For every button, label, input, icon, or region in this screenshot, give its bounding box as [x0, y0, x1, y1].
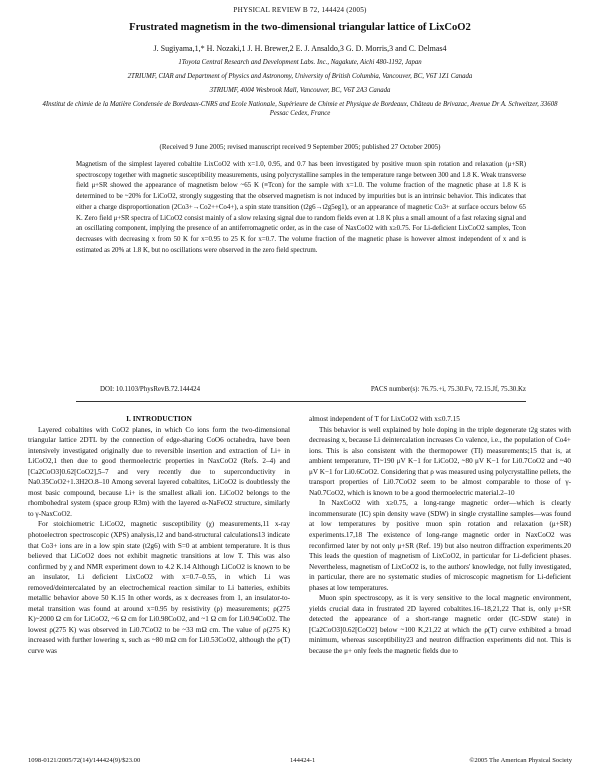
paragraph: almost independent of T for LixCoO2 with x≤0.7.15 [309, 415, 460, 423]
pacs-numbers: PACS number(s): 76.75.+i, 75.30.Fv, 72.15.Jf, 75.30.Kz [370, 386, 526, 393]
affiliation-4: 4Institut de chimie de la Matière Condensée de Bordeaux-CNRS and Ecole Nationale, Supérieure de Chimie et Physique de Bordeaux, Château de Brivazac, Avenue Dr A. Schweitzer, 33608 Pessac Cedex, France [42, 101, 558, 117]
page-number: 144424-1 [290, 757, 316, 764]
received-dates: (Received 9 June 2005; revised manuscript received 9 September 2005; published 27 October 2005) [159, 143, 441, 151]
abstract: Magnetism of the simplest layered cobaltite LixCoO2 with x=1.0, 0.95, and 0.7 has been investigated by positive muon spin rotation and relaxation (μ+SR) spectroscopy together with magnetic susceptibility measurements, using polycrystalline samples in the temperature range between 300 and 1.8 K. Weak transverse field μ+SR showed the appearance of magnetism below ~65 K (≡Tcon) for the sample with x=1.0. The volume fraction of the magnetic phase at 1.8 K is determined to be ~20% for LiCoO2, strongly suggesting that the observed magnetism is not induced by impurities but is an intrinsic behavior. This indicates that either a charge disproportionation (2Co3+→Co2++Co4+), a spin state transition (t2g6→t2g5eg1), or an appearance of magnetic Co3+ at surface occurs below 65 K. Zero field μ+SR spectra of LiCoO2 consist mainly of a slow relaxing signal due to random fields even at 1.8 K plus a small amount of a fast relaxing signal and an oscillating component, implying the presence of an antiferromagnetic order, as in the case of NaxCoO2 with x≥0.75. For Li-deficient LixCoO2 samples, Tcon decreases with decreasing x from 50 K for x=0.95 to 25 K for x=0.7. The volume fraction of the magnetic phase is however almost independent of x and is estimated as 20% at 1.8 K, but no oscillations were observed in the zero field spectrum. [76, 161, 526, 254]
author-list: J. Sugiyama,1,* H. Nozaki,1 J. H. Brewer,2 E. J. Ansaldo,3 G. D. Morris,3 and C. Delmas4 [153, 44, 447, 53]
doi-link[interactable]: DOI: 10.1103/PhysRevB.72.144424 [100, 386, 201, 393]
affiliation-3: 3TRIUMF, 4004 Wesbrook Mall, Vancouver, BC, V6T 2A3 Canada [209, 87, 391, 94]
paper-title: Frustrated magnetism in the two-dimensional triangular lattice of LixCoO2 [129, 22, 471, 33]
left-column [28, 414, 290, 657]
paragraph: Muon spin spectroscopy, as it is very sensitive to the local magnetic environment, yields crucial data in frustrated 2D layered cobaltites.16–18,21,22 That is, only μ+SR detected the appearance of a short-range magnetic order (IC-SDW state) in [Ca2CoO3]0.62[CoO2] below ~100 K,21,22 at which the ρ(T) curve exhibited a broad minimum, whereas susceptibility23 and neutron diffraction experiments did not. This is because the μ+ only feels the magnetic fields due to [309, 594, 571, 656]
affiliation-1: 1Toyota Central Research and Development Labs. Inc., Nagakute, Aichi 480-1192, Japan [178, 59, 422, 66]
section-heading: I. INTRODUCTION [126, 414, 192, 423]
paragraph: This behavior is well explained by hole doping in the triple degenerate t2g states with decreasing x, because Li deintercalation increases Co valence, i.e., the population of Co4+ ions. This is also consistent with the thermopower (TI) measurements;15 that is, at ambient temperature, TI~190 μV K−1 for LiCoO2, ~80 μV K−1 for Li0.7CoO2 and ~40 μV K−1 for Li0.6CoO2. Considering that ρ was measured using polycrystalline pellets, the transport properties of Li0.7CoO2 seem to be almost comparable to those of γ-Na0.7CoO2, which is known to be a good thermoelectric material.2–10 [309, 425, 571, 497]
running-header: PHYSICAL REVIEW B 72, 144424 (2005) [233, 6, 367, 14]
paragraph: In NaxCoO2 with x≥0.75, a long-range magnetic order—which is clearly incommensurate (IC) spin density wave (SDW) in single crystalline samples—was found at low temperatures by positive muon spin rotation and relaxation (μ+SR) experiments.17,18 The existence of long-range magnetic order in NaxCoO2 was reconfirmed later by not only μ+SR (Ref. 19) but also neutron diffraction experiments.20 This leads the question of magnetism of LixCoO2, in particular for Li-deficient phases. Nevertheless, magnetism of LixCoO2 is, to the authors' knowledge, not fully investigated, in particular, there are no systematic studies of microscopic magnetism for Li-deficient phases at low temperatures. [309, 499, 571, 592]
right-column [309, 414, 571, 657]
paragraph: Layered cobaltites with CoO2 planes, in which Co ions form the two-dimensional triangular lattice 2DTL by the connection of edge-sharing CoO6 octahedra, have been intensively investigated originally due to reversible insertion and extraction of Li+ in LiCoO2,1 then due to good thermoelectric properties in NaxCoO2 (Refs. 2–4) and [Ca2CoO3]0.62[CoO2],5–7 and very recently due to superconductivity in Na0.35CoO2+1.3H2O.8–10 Among several layered cobaltites, LiCoO2 is doubtlessly the most basic compound, because Li+ is the smallest alkali ion. LiCoO2 belongs to the rhombohedral system (space group R3m) with the layered α-NaFeO2 structure, similarly to γ-NaxCoO2. [28, 425, 290, 518]
footer-issn: 1098-0121/2005/72(14)/144424(9)/$23.00 [28, 757, 141, 764]
paragraph: For stoichiometric LiCoO2, magnetic susceptibility (χ) measurements,11 x-ray photoelectron spectroscopic (XPS) analysis,12 and band-structural calculations13 indicate that Co3+ ions are in a low spin state (t2g6) with S=0 at ambient temperature. It is thus believed that LiCoO2 does not exhibit magnetic transitions at low T. This was also confirmed by χ and NMR experiment down to 4.2 K.14 Although LiCoO2 is known to be an insulator, Li deficient LixCoO2 with x=0.7–0.55, in which Li was removed/deintercalated by an electrochemical reaction similar to Li batteries, exhibits metallic behavior above 50 K.15 In other words, as x decreases from 1, an insulator-to-metal transition was found at around x=0.95 by resistivity (ρ) measurements; ρ(275 K)~2000 Ω cm for LiCoO2, ~6 Ω cm for Li0.98CoO2, and ~1 Ω cm for Li0.94CoO2. The lowest ρ(275 K) was observed in Li0.7CoO2 to be ~33 mΩ cm. The value of ρ(275 K) increased with further lowering x, such as ~80 mΩ cm for Li0.53CoO2, although the ρ(T) curve was [28, 520, 290, 656]
copyright: ©2005 The American Physical Society [469, 757, 572, 764]
divider [76, 401, 526, 402]
affiliation-2: 2TRIUMF, CIAR and Department of Physics and Astronomy, University of British Columbia, Vancouver, BC, V6T 1Z1 Canada [127, 73, 473, 80]
